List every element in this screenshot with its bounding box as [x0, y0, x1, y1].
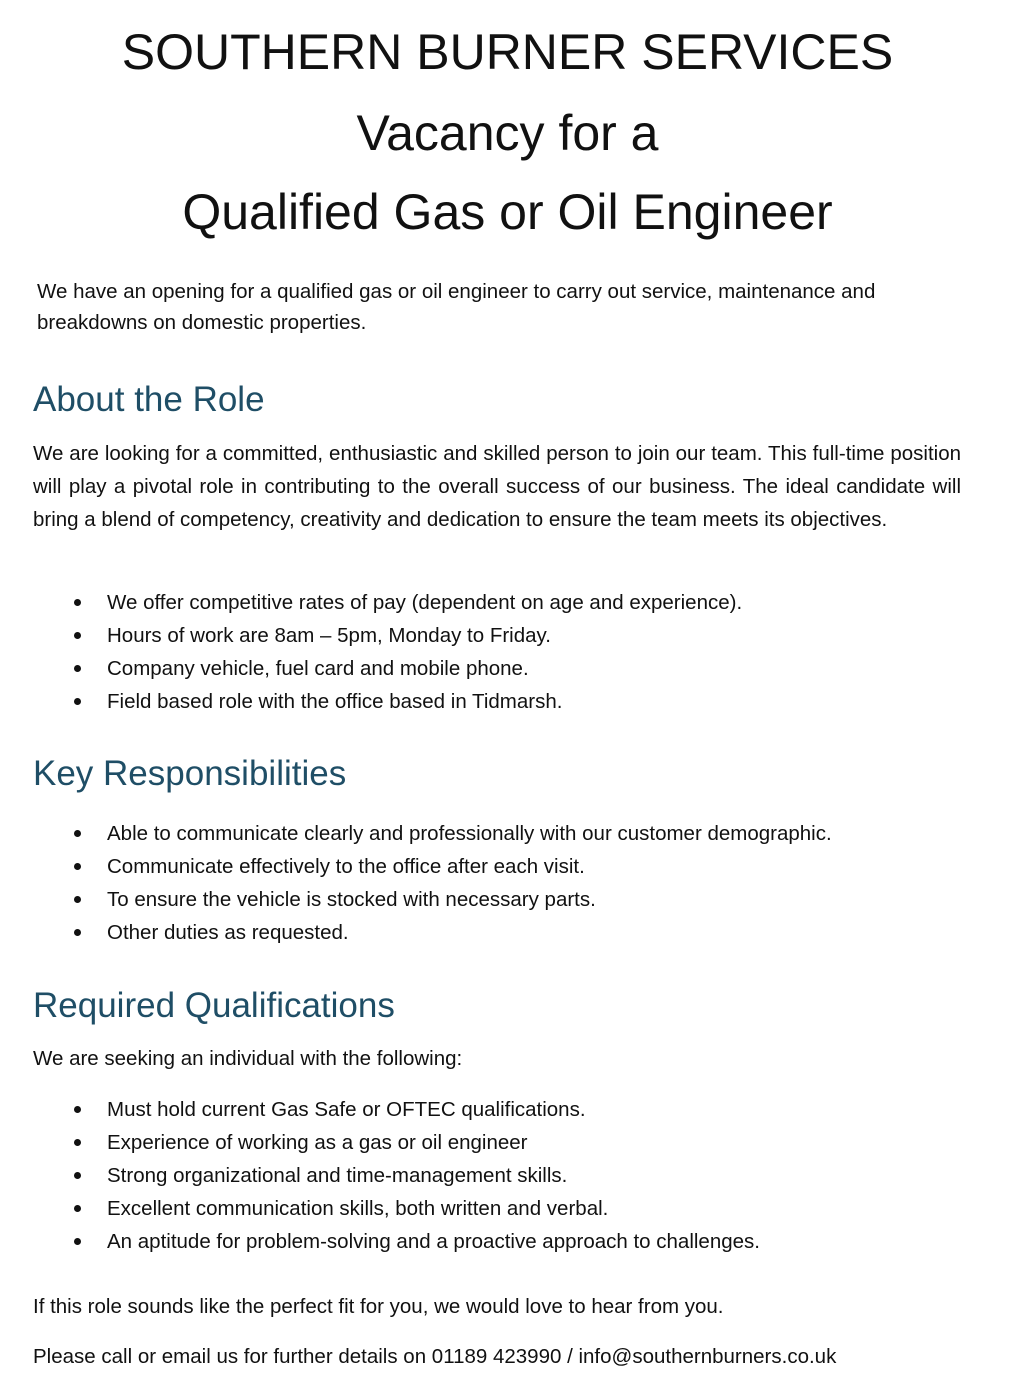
list-item	[0, 619, 1015, 652]
list-item-text: Able to communicate clearly and professionally with our customer demographic.	[107, 822, 832, 845]
bullet-icon	[74, 665, 81, 672]
list-item-text: Hours of work are 8am – 5pm, Monday to Friday.	[107, 624, 551, 647]
list-item	[0, 652, 1015, 685]
bullet-icon	[74, 1139, 81, 1146]
list-item	[0, 1093, 1015, 1126]
list-item-text: Experience of working as a gas or oil engineer	[107, 1131, 528, 1154]
list-item	[0, 916, 1015, 949]
list-item	[0, 1192, 1015, 1225]
list-item-text: To ensure the vehicle is stocked with necessary parts.	[107, 888, 596, 911]
about-heading: About the Role	[33, 380, 265, 419]
list-item-text: Field based role with the office based in Tidmarsh.	[107, 690, 563, 713]
about-bullet-list	[0, 586, 1015, 718]
vacancy-line: Vacancy for a	[356, 105, 659, 161]
bullet-icon	[74, 830, 81, 837]
list-item	[0, 817, 1015, 850]
list-item	[0, 883, 1015, 916]
list-item	[0, 1225, 1015, 1258]
list-item	[0, 1159, 1015, 1192]
list-item-text: Must hold current Gas Safe or OFTEC qualifications.	[107, 1098, 586, 1121]
bullet-icon	[74, 632, 81, 639]
qualifications-heading: Required Qualifications	[33, 986, 395, 1025]
responsibilities-heading: Key Responsibilities	[33, 754, 347, 793]
list-item-text: Communicate effectively to the office after each visit.	[107, 855, 585, 878]
bullet-icon	[74, 698, 81, 705]
list-item-text: An aptitude for problem-solving and a proactive approach to challenges.	[107, 1230, 760, 1253]
qualifications-bullet-list	[0, 1093, 1015, 1258]
responsibilities-bullet-list	[0, 817, 1015, 949]
qualifications-intro: We are seeking an individual with the following:	[33, 1047, 463, 1070]
list-item	[0, 1126, 1015, 1159]
bullet-icon	[74, 863, 81, 870]
about-paragraph: We are looking for a committed, enthusiastic and skilled person to join our team. This full-time position will play a pivotal role in contributing to the overall success of our business. The ideal candidate will bring a blend of competency, creativity and dedication to ensure the team meets its objectives.	[33, 442, 961, 531]
bullet-icon	[74, 599, 81, 606]
bullet-icon	[74, 1172, 81, 1179]
list-item	[0, 586, 1015, 619]
list-item-text: Other duties as requested.	[107, 921, 349, 944]
list-item-text: Company vehicle, fuel card and mobile phone.	[107, 657, 529, 680]
job-title: Qualified Gas or Oil Engineer	[182, 184, 833, 240]
contact-details: Please call or email us for further details on 01189 423990 / info@southernburners.co.uk	[33, 1345, 837, 1368]
list-item-text: Strong organizational and time-management skills.	[107, 1164, 568, 1187]
bullet-icon	[74, 1205, 81, 1212]
closing-invitation: If this role sounds like the perfect fit for you, we would love to hear from you.	[33, 1295, 724, 1318]
list-item-text: Excellent communication skills, both written and verbal.	[107, 1197, 609, 1220]
company-name: SOUTHERN BURNER SERVICES	[121, 24, 894, 80]
intro-paragraph: We have an opening for a qualified gas or oil engineer to carry out service, maintenance and breakdowns on domestic properties.	[37, 280, 876, 334]
bullet-icon	[74, 1238, 81, 1245]
bullet-icon	[74, 1106, 81, 1113]
bullet-icon	[74, 929, 81, 936]
list-item	[0, 850, 1015, 883]
list-item-text: We offer competitive rates of pay (dependent on age and experience).	[107, 591, 743, 614]
list-item	[0, 685, 1015, 718]
bullet-icon	[74, 896, 81, 903]
